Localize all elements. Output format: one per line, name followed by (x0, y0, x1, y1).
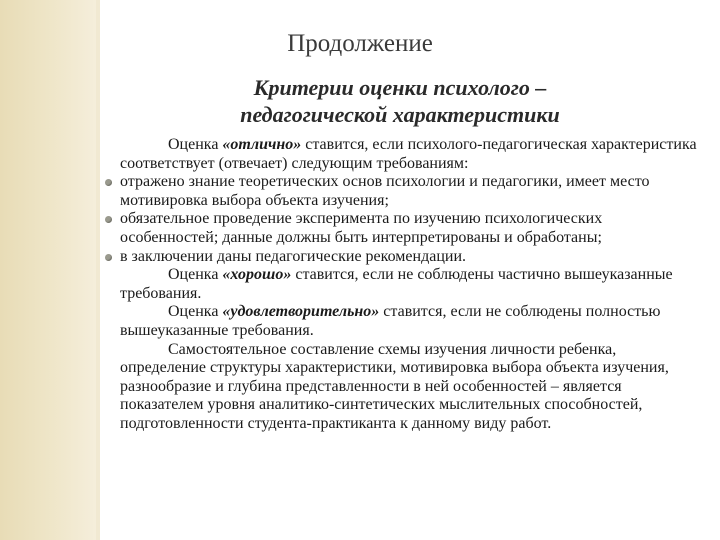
intro-prefix: Оценка (168, 136, 223, 153)
slide-body (120, 136, 700, 434)
good-prefix: Оценка (168, 266, 223, 284)
subheading-line-2: педагогической характеристики (240, 102, 560, 127)
subheading-line-1: Критерии оценки психолого – (253, 75, 547, 100)
good-suffix: ставится, если не соблюдены частично вышеуказанные требования. (120, 266, 673, 302)
slide-heading: Продолжение (287, 30, 433, 57)
bullet-dot-icon (105, 254, 112, 261)
grade-good: «хорошо» (222, 266, 292, 284)
bullet-dot-icon (105, 179, 112, 186)
decorative-side-band (0, 0, 96, 540)
slide-subheading (150, 74, 650, 128)
good-paragraph (120, 266, 700, 303)
bullet-item (120, 210, 700, 247)
closing-paragraph: Самостоятельное составление схемы изучения личности ребенка, определение структуры характеристики, мотивировка выбора объекта изучения, разнообразие и глубина представленности в ней особенностей – является показателем уровня аналитико-синтетических мыслительных способностей, подготовленности студента-практиканта к данному виду работ. (120, 340, 669, 432)
bullet-text: в заключении даны педагогические рекомендации. (120, 247, 467, 265)
satisfactory-paragraph (120, 303, 700, 340)
grade-satisfactory: «удовлетворительно» (222, 303, 380, 321)
intro-suffix: ставится, если психолого-педагогическая характеристика соответствует (отвечает) следующим требованиям: (120, 136, 697, 172)
satisfactory-suffix: ставится, если не соблюдены полностью вышеуказанные требования. (120, 303, 661, 339)
bullet-item (120, 248, 700, 267)
bullet-text: отражено знание теоретических основ психологии и педагогики, имеет место мотивировка выбора объекта изучения; (120, 173, 650, 209)
bullet-text: обязательное проведение эксперимента по изучению психологических особенностей; данные должны быть интерпретированы и обработаны; (120, 210, 603, 246)
decorative-side-stripe (96, 0, 100, 540)
satisfactory-prefix: Оценка (168, 303, 223, 321)
bullet-item (120, 173, 700, 210)
bullet-dot-icon (105, 216, 112, 223)
grade-excellent: «отлично» (222, 136, 302, 153)
intro-paragraph (120, 136, 700, 173)
